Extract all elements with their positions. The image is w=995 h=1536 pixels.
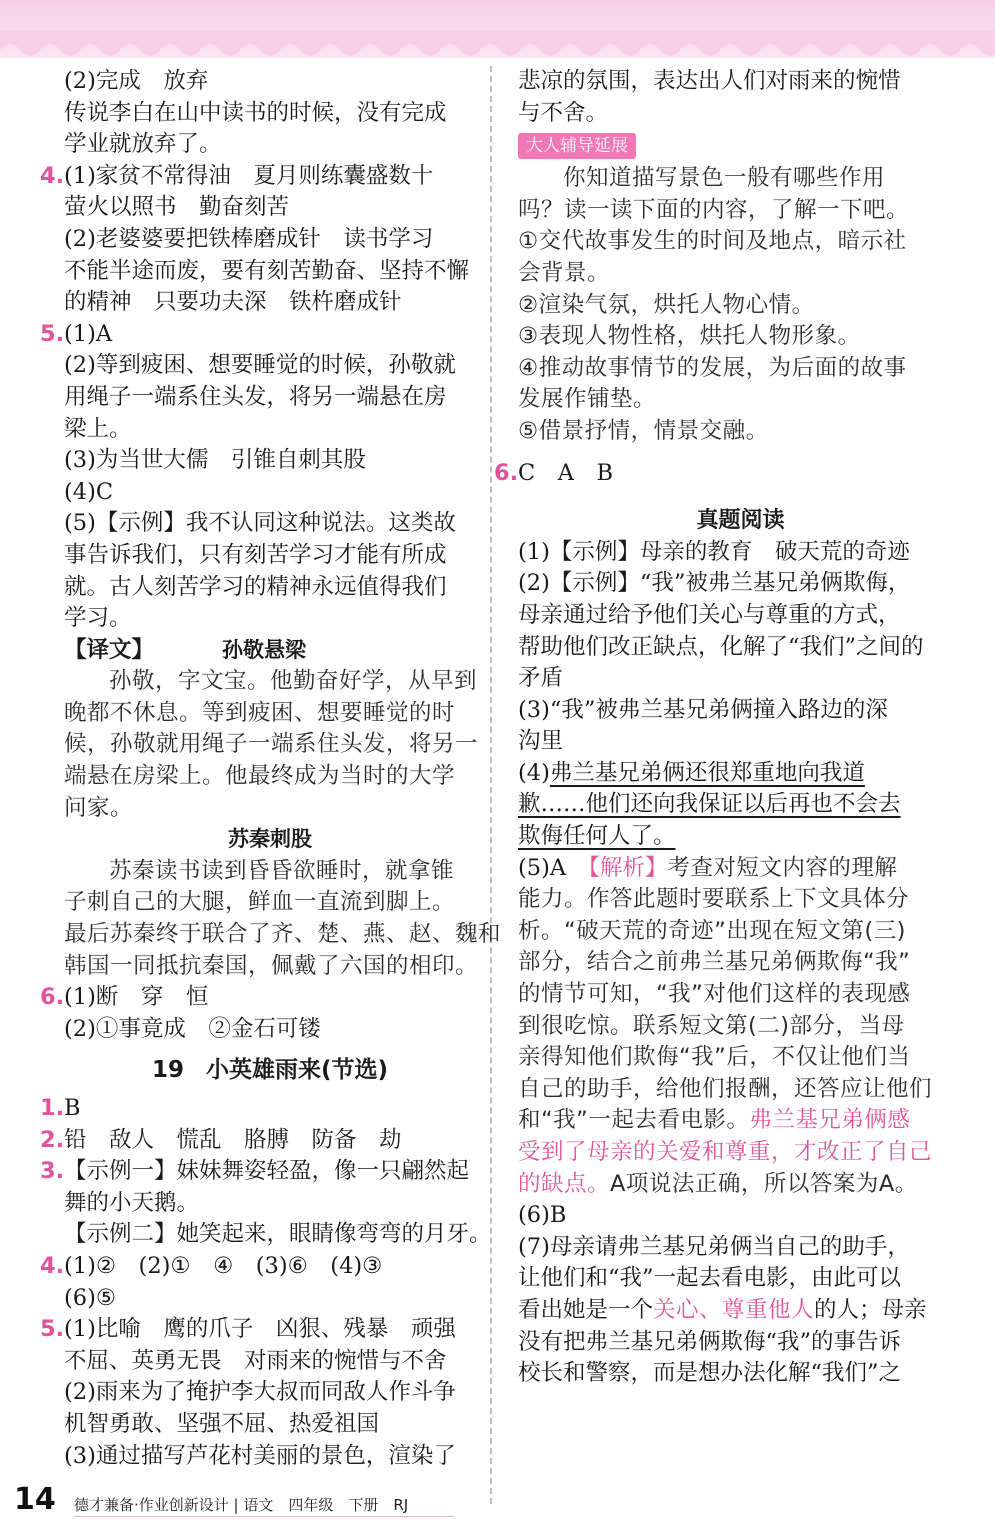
answer-line: (2)雨来为了掩护李大叔而同敌人作斗争 (64, 1379, 456, 1406)
highlighted-text: 受到了母亲的关爱和尊重，才改正了自己 (518, 1139, 933, 1165)
answer-line: 与不舍。 (518, 99, 609, 126)
tip-line: 你知道描写景色一般有哪些作用 (563, 165, 886, 192)
question-number: 6. (494, 459, 519, 486)
question-number: 3. (40, 1158, 65, 1185)
answer-line: (2)①事竟成 ②金石可镂 (64, 1015, 321, 1042)
tip-line: ①交代故事发生的时间及地点，暗示社 (518, 228, 907, 255)
answer-line: (2)完成 放弃 (64, 68, 209, 94)
answer-line: (2)【示例】“我”被弗兰基兄弟俩欺侮， (518, 570, 911, 597)
answer-1 (40, 1093, 476, 1125)
answer-text: 看出她是一个 (518, 1296, 654, 1323)
answer-line: 机智勇敢、坚强不屈、热爱祖国 (64, 1410, 380, 1437)
answer-line: 沟里 (518, 728, 564, 755)
story-line: 晚都不休息。等到疲困、想要睡觉的时 (64, 699, 456, 726)
column-divider (490, 66, 492, 1504)
answer-line: (2)老婆婆要把铁棒磨成针 读书学习 (64, 225, 434, 252)
answer-line: (1)【示例】母亲的教育 破天荒的奇迹 (518, 538, 910, 565)
tip-line: 发展作铺垫。 (518, 386, 657, 413)
tip-line: ④推动故事情节的发展，为后面的故事 (518, 354, 907, 381)
answer-line: 校长和警察，而是想办法化解“我们”之 (518, 1360, 902, 1387)
question-number: 5. (40, 320, 65, 347)
question-number: 5. (40, 1316, 65, 1343)
answer-line: 没有把弗兰基兄弟俩欺侮“我”的事告诉 (518, 1328, 902, 1355)
analysis-line (518, 1105, 963, 1137)
story-title: 孙敬悬梁 (222, 637, 307, 662)
answer-text: C A B (518, 459, 613, 486)
analysis-text: 考查对短文内容的理解 (667, 854, 898, 881)
answer-text: 铅 敌人 慌乱 胳膊 防备 劫 (64, 1126, 402, 1153)
answer-text: (1)家贫不常得油 夏月则练囊盛数十 (64, 162, 434, 189)
answer-line: 学业就放弃了。 (64, 131, 222, 158)
answer-line: 萤火以照书 勤奋刻苦 (64, 194, 290, 221)
analysis-line (518, 1169, 963, 1201)
story-line: 孙敬，字文宝。他勤奋好学，从早到 (109, 668, 478, 695)
page-number: 14 (14, 1482, 56, 1517)
answer-prefix: (5)A (518, 854, 589, 881)
underlined-quote: 弗兰基兄弟俩还很郑重地向我道 (549, 759, 865, 786)
answer-line: (5)【示例】我不认同这种说法。这类故 (64, 510, 456, 537)
answer-text: 【示例一】妹妹舞姿轻盈，像一只翩然起 (64, 1158, 470, 1185)
tip-line: ②渲染气氛，烘托人物心情。 (518, 291, 815, 318)
answer-5 (40, 1314, 476, 1346)
highlighted-text: 关心、尊重他人 (653, 1296, 815, 1323)
underlined-quote: 欺侮任何人了。 (518, 823, 676, 850)
question-number: 6. (40, 984, 65, 1011)
underlined-quote: 歉……他们还向我保证以后再也不会去 (518, 791, 901, 818)
footer-book-title: 德才兼备·作业创新设计 | 语文 四年级 下册 RJ (74, 1496, 409, 1514)
answer-3 (40, 1156, 476, 1188)
answer-line: 【示例二】她笑起来，眼睛像弯弯的月牙。 (64, 1221, 492, 1248)
translation-tag: 【译文】 (64, 636, 155, 663)
answer-text: B (64, 1095, 81, 1121)
highlighted-text: 弗兰基兄弟俩感 (749, 1107, 911, 1134)
right-column (494, 66, 963, 1390)
answer-line: 母亲通过给予他们关心与尊重的方式， (518, 601, 901, 628)
lesson-title: 小英雄雨来(节选) (205, 1057, 389, 1084)
answer-line: 舞的小天鹅。 (64, 1189, 200, 1216)
question-6 (494, 458, 963, 490)
answer-line: 梁上。 (64, 415, 132, 442)
story-line: 苏秦读书读到昏昏欲睡时，就拿锥 (109, 857, 455, 884)
story-line: 端悬在房梁上。他最终成为当时的大学 (64, 763, 456, 790)
answer-line: 让他们和“我”一起去看电影，由此可以 (518, 1265, 902, 1292)
analysis-text: 和“我”一起去看电影。 (518, 1107, 750, 1134)
answer-text: 的人；母亲 (814, 1296, 927, 1323)
analysis-line: 到很吃惊。联系短文第(二)部分，当母 (518, 1012, 905, 1039)
answer-text: (1)断 穿 恒 (64, 984, 209, 1011)
answer-line: 事告诉我们，只有刻苦学习才能有所成 (64, 541, 447, 568)
tip-badge-row (518, 129, 963, 163)
analysis-tag: 【解析】 (588, 854, 668, 881)
tip-line: 吗？读一读下面的内容，了解一下吧。 (518, 196, 910, 223)
answer-line: (7)母亲请弗兰基兄弟俩当自己的助手， (518, 1233, 910, 1260)
question-number: 1. (40, 1095, 65, 1121)
analysis-line: 能力。作答此题时要联系上下文具体分 (518, 886, 910, 913)
lesson-number: 19 (151, 1057, 184, 1084)
tip-line: 会背景。 (518, 259, 611, 286)
story-line: 最后苏秦终于联合了齐、楚、燕、赵、魏和 (64, 921, 502, 948)
question-number: 4. (40, 162, 65, 189)
answer-prefix: (4) (518, 759, 550, 786)
answer-line: 矛盾 (518, 665, 564, 692)
answer-line: 的精神 只要功夫深 铁杵磨成针 (64, 289, 402, 316)
footer-rule (74, 1516, 454, 1517)
analysis-line: 自己的助手，给他们报酬，还答应让他们 (518, 1075, 933, 1102)
analysis-line: 部分，结合之前弗兰基兄弟俩欺侮“我” (518, 949, 911, 976)
analysis-line: 的情节可知，“我”对他们这样的表现感 (518, 981, 911, 1008)
section-title: 真题阅读 (696, 508, 785, 534)
answer-line: 学习。 (64, 605, 132, 632)
left-column (40, 66, 502, 1472)
story-line: 问家。 (64, 794, 134, 821)
answer-2 (40, 1125, 476, 1157)
question-6 (40, 982, 476, 1014)
answer-line: (6)B (518, 1202, 567, 1229)
story-line: 韩国一同抵抗秦国，佩戴了六国的相印。 (64, 952, 479, 979)
answer-line: 悲凉的氛围，表达出人们对雨来的惋惜 (518, 68, 901, 94)
lesson-heading (64, 1055, 476, 1087)
answer-text: (1)比喻 鹰的爪子 凶狠、残暴 顽强 (64, 1316, 456, 1343)
analysis-line: 析。“破天荒的奇迹”出现在短文第(三) (518, 917, 906, 944)
answer-4 (40, 1251, 476, 1283)
question-number: 4. (40, 1252, 65, 1279)
story-title: 苏秦刺股 (228, 827, 312, 852)
answer-line: (2)等到疲困、想要睡觉的时候，孙敬就 (64, 352, 456, 379)
highlighted-text: 的缺点。 (518, 1170, 611, 1197)
answer-line: (3)为当世大儒 引锥自刺其股 (64, 447, 366, 474)
story-line: 候，孙敬就用绳子一端系住头发，将另一 (64, 731, 479, 758)
answer-line (518, 758, 963, 790)
question-5 (40, 319, 476, 351)
answer-line: 传说李白在山中读书的时候，没有完成 (64, 99, 447, 126)
answer-line (518, 1295, 963, 1327)
answer-line: 用绳子一端系住头发，将另一端悬在房 (64, 383, 447, 410)
answer-line: 就。古人刻苦学习的精神永远值得我们 (64, 573, 447, 600)
translation-header (64, 635, 476, 667)
answer-line: 不屈、英勇无畏 对雨来的惋惜与不舍 (64, 1347, 447, 1374)
answer-line: 不能半途而废，要有刻苦勤奋、坚持不懈 (64, 257, 470, 284)
answer-line: 帮助他们改正缺点，化解了“我们”之间的 (518, 633, 924, 660)
question-4 (40, 161, 476, 193)
answer-line: (3)“我”被弗兰基兄弟俩撞入路边的深 (518, 696, 888, 723)
answer-line (518, 853, 963, 885)
top-wave-decoration (0, 30, 995, 70)
tip-line: ③表现人物性格，烘托人物形象。 (518, 323, 861, 350)
answer-line: (3)通过描写芦花村美丽的景色，渲染了 (64, 1442, 456, 1469)
tip-line: ⑤借景抒情，情景交融。 (518, 417, 769, 444)
analysis-text: A项说法正确，所以答案为A。 (610, 1170, 918, 1197)
analysis-line: 亲得知他们欺侮“我”后，不仅让他们当 (518, 1044, 911, 1071)
story-line: 子刺自己的大腿，鲜血一直流到脚上。 (64, 889, 456, 916)
answer-text: (1)② (2)① ④ (3)⑥ (4)③ (64, 1252, 383, 1279)
answer-text: (1)A (64, 320, 113, 347)
tip-badge: 大人辅导延展 (518, 133, 636, 159)
answer-line: (4)C (64, 478, 114, 505)
answer-line: (6)⑤ (64, 1284, 117, 1311)
question-number: 2. (40, 1126, 65, 1153)
